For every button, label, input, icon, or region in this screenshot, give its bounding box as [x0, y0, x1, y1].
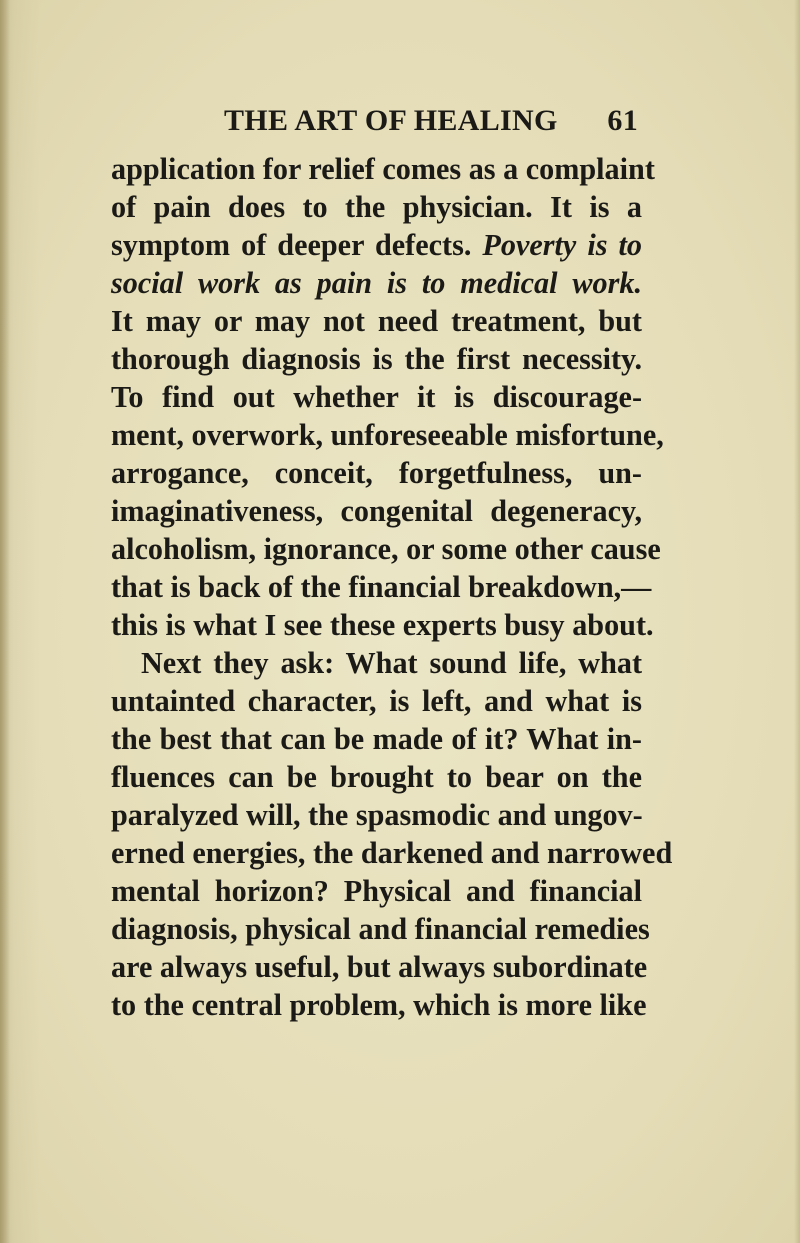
running-title: THE ART OF HEALING [224, 104, 558, 137]
body-text [111, 150, 673, 1024]
text-line: of pain does to the physician. It is a [111, 190, 642, 224]
text-line: imaginativeness, congenital degeneracy, [111, 494, 642, 528]
text-line: erned energies, the darkened and narrowed [111, 836, 673, 870]
spine-shadow [0, 0, 10, 1243]
text-line: untainted character, is left, and what is [111, 684, 642, 718]
page-number: 61 [607, 104, 638, 137]
text-line: this is what I see these experts busy about. [111, 608, 654, 642]
text-line: mental horizon? Physical and financial [111, 874, 642, 908]
text-line: paralyzed will, the spasmodic and ungov- [111, 798, 643, 832]
text-line: the best that can be made of it? What in- [111, 722, 642, 756]
text-line: ment, overwork, unforeseeable misfortune, [111, 418, 664, 452]
text-line: thorough diagnosis is the first necessity. [111, 342, 642, 376]
text-line: that is back of the financial breakdown,— [111, 570, 652, 604]
text-line: application for relief comes as a complaint [111, 152, 655, 186]
text-line: to the central problem, which is more like [111, 988, 647, 1022]
italic-text-line: social work as pain is to medical work. [111, 266, 642, 300]
running-head [224, 104, 638, 144]
text-line: are always useful, but always subordinate [111, 950, 648, 984]
italic-text: Poverty is to [482, 228, 642, 262]
text-line: arrogance, conceit, forgetfulness, un- [111, 456, 642, 490]
text-segment: symptom of deeper defects. [111, 228, 472, 262]
text-line: It may or may not need treatment, but [111, 304, 642, 338]
text-line: diagnosis, physical and financial remedies [111, 912, 650, 946]
text-line: To find out whether it is discourage- [111, 380, 642, 414]
text-line: Next they ask: What sound life, what [141, 646, 642, 680]
text-line: fluences can be brought to bear on the [111, 760, 642, 794]
text-line [111, 226, 642, 264]
page-edge [794, 0, 800, 1243]
text-line: alcoholism, ignorance, or some other cause [111, 532, 661, 566]
